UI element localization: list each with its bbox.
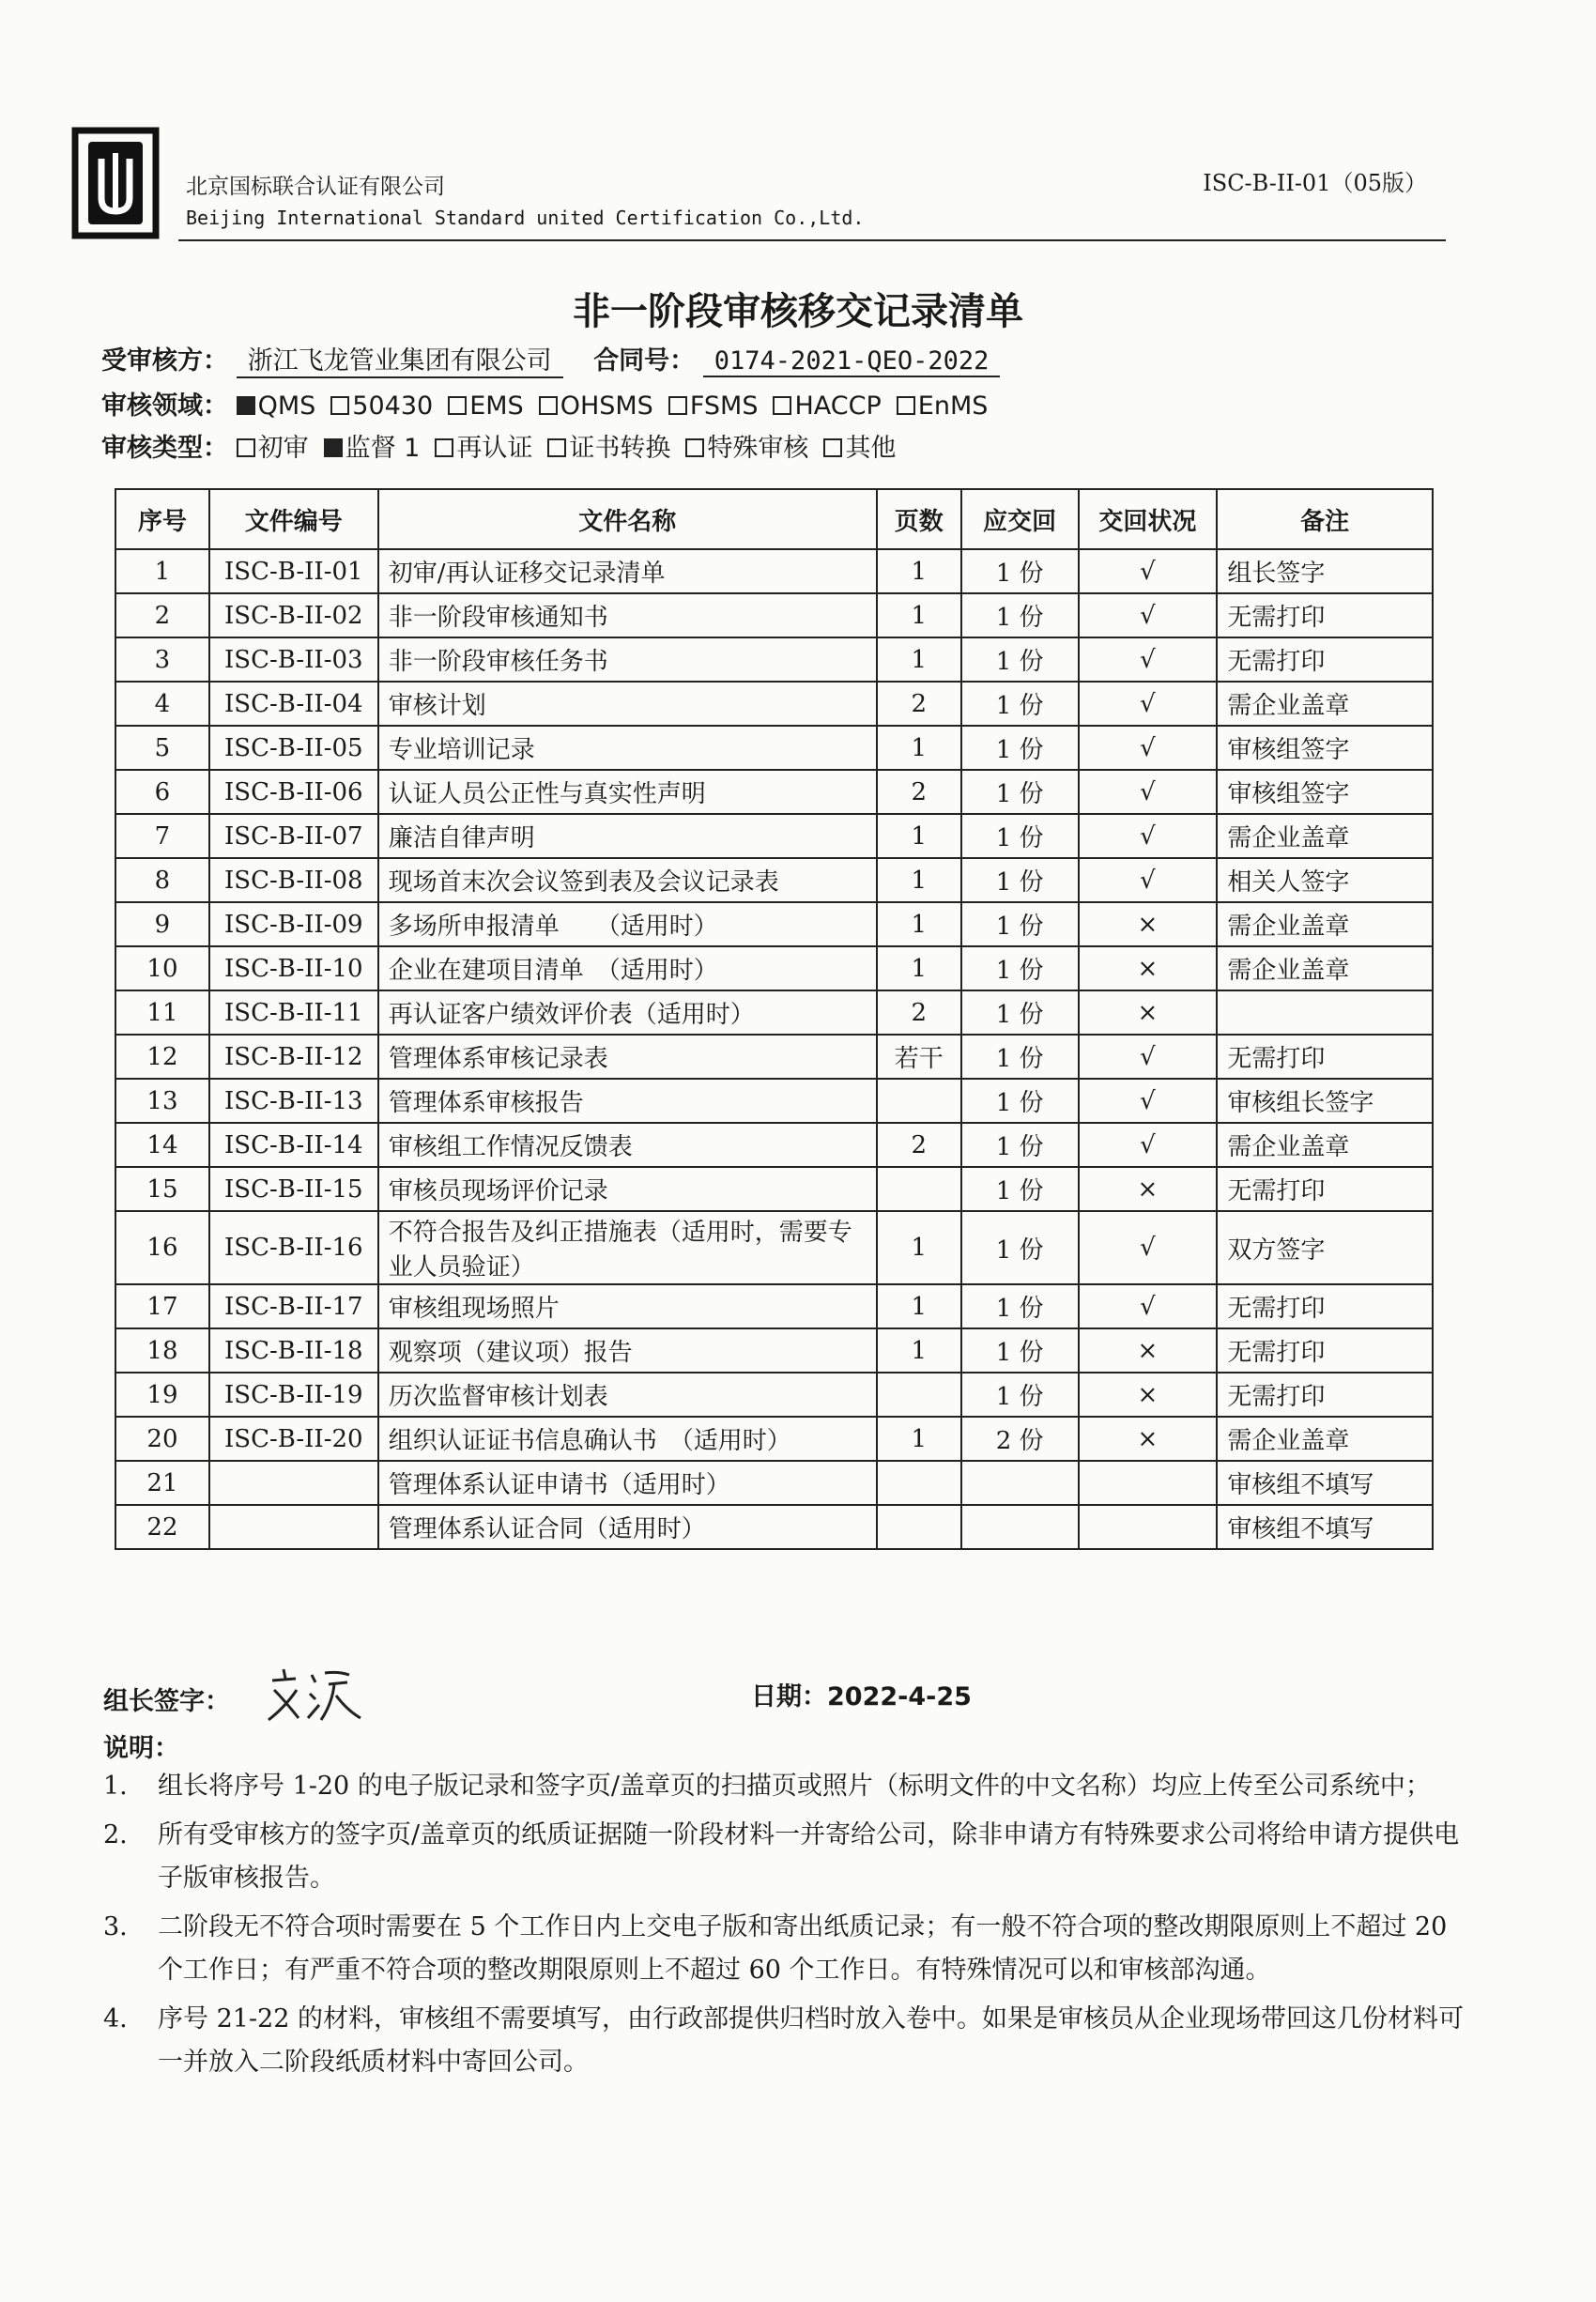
cell-due: 1 份 xyxy=(961,1284,1079,1328)
note-number: 2. xyxy=(103,1820,128,1849)
cell-seq: 18 xyxy=(115,1328,209,1373)
option-domain-1 xyxy=(330,391,433,421)
document-code: ISC-B-II-01（05版） xyxy=(1203,170,1427,196)
cell-status: √ xyxy=(1079,726,1218,770)
cell-due xyxy=(961,1505,1079,1549)
audit-type-options xyxy=(237,434,912,463)
option-audit_type-2 xyxy=(435,434,532,463)
cell-pages: 2 xyxy=(877,682,961,726)
audit-domain-options xyxy=(237,391,1004,421)
cell-pages: 1 xyxy=(877,1328,961,1373)
cell-doc-name: 多场所申报清单 （适用时） xyxy=(378,902,877,946)
table-row xyxy=(115,1328,1433,1373)
cell-doc-code: ISC-B-II-19 xyxy=(209,1373,378,1417)
cell-seq: 19 xyxy=(115,1373,209,1417)
cell-doc-name: 管理体系认证申请书（适用时） xyxy=(378,1461,877,1505)
option-audit_type-3 xyxy=(547,434,670,463)
cell-due: 1 份 xyxy=(961,1373,1079,1417)
note-text: 所有受审核方的签字页/盖章页的纸质证据随一阶段材料一并寄给公司，除非申请方有特殊要求公司将给申请方提供电子版审核报告。 xyxy=(158,1820,1460,1893)
unchecked-box-icon xyxy=(547,438,566,457)
cell-doc-name: 不符合报告及纠正措施表（适用时，需要专业人员验证） xyxy=(378,1211,877,1284)
cell-seq: 2 xyxy=(115,593,209,637)
note-item xyxy=(103,1814,1465,1900)
cell-remarks: 无需打印 xyxy=(1217,1167,1433,1211)
cell-seq: 7 xyxy=(115,814,209,858)
cell-doc-code: ISC-B-II-03 xyxy=(209,637,378,682)
cell-status: × xyxy=(1079,946,1218,990)
cell-doc-code xyxy=(209,1461,378,1505)
cell-remarks: 需企业盖章 xyxy=(1217,902,1433,946)
cell-pages: 1 xyxy=(877,858,961,902)
cell-doc-code: ISC-B-II-01 xyxy=(209,549,378,593)
cell-doc-name: 管理体系审核记录表 xyxy=(378,1035,877,1079)
cell-due: 1 份 xyxy=(961,858,1079,902)
option-audit_type-0 xyxy=(237,434,309,463)
option-domain-6 xyxy=(897,391,989,421)
cell-remarks: 审核组签字 xyxy=(1217,770,1433,814)
header-doc-code: 文件编号 xyxy=(209,489,378,549)
cell-seq: 3 xyxy=(115,637,209,682)
cell-pages xyxy=(877,1461,961,1505)
cell-status: √ xyxy=(1079,814,1218,858)
option-domain-5 xyxy=(773,391,881,421)
table-row xyxy=(115,770,1433,814)
header-status: 交回状况 xyxy=(1079,489,1218,549)
cell-remarks: 审核组不填写 xyxy=(1217,1505,1433,1549)
note-item xyxy=(103,1765,1465,1808)
cell-doc-name: 观察项（建议项）报告 xyxy=(378,1328,877,1373)
cell-doc-name: 审核员现场评价记录 xyxy=(378,1167,877,1211)
option-label: OHSMS xyxy=(560,391,653,421)
cell-doc-name: 专业培训记录 xyxy=(378,726,877,770)
cell-remarks: 需企业盖章 xyxy=(1217,1417,1433,1461)
cell-due: 1 份 xyxy=(961,814,1079,858)
unchecked-box-icon xyxy=(773,396,791,415)
cell-due: 1 份 xyxy=(961,1328,1079,1373)
date-line xyxy=(751,1676,972,1712)
cell-doc-name: 非一阶段审核任务书 xyxy=(378,637,877,682)
contract-label: 合同号： xyxy=(593,346,696,376)
cell-status: √ xyxy=(1079,637,1218,682)
table-row xyxy=(115,1211,1433,1284)
table-row xyxy=(115,1284,1433,1328)
cell-doc-code: ISC-B-II-08 xyxy=(209,858,378,902)
table-row xyxy=(115,1373,1433,1417)
cell-due: 1 份 xyxy=(961,902,1079,946)
cell-remarks: 需企业盖章 xyxy=(1217,682,1433,726)
cell-doc-code: ISC-B-II-13 xyxy=(209,1079,378,1123)
option-domain-3 xyxy=(539,391,653,421)
cell-seq: 14 xyxy=(115,1123,209,1167)
cell-seq: 10 xyxy=(115,946,209,990)
cell-due: 2 份 xyxy=(961,1417,1079,1461)
cell-due: 1 份 xyxy=(961,593,1079,637)
option-label: HACCP xyxy=(794,391,882,421)
cell-pages: 1 xyxy=(877,1211,961,1284)
table-row xyxy=(115,1505,1433,1549)
table-row xyxy=(115,858,1433,902)
cell-seq: 6 xyxy=(115,770,209,814)
cell-pages: 1 xyxy=(877,814,961,858)
table-row xyxy=(115,946,1433,990)
cell-due: 1 份 xyxy=(961,637,1079,682)
date-value: 2022-4-25 xyxy=(827,1682,972,1711)
cell-status: × xyxy=(1079,1373,1218,1417)
cell-doc-name: 组织认证证书信息确认书 （适用时） xyxy=(378,1417,877,1461)
cell-seq: 16 xyxy=(115,1211,209,1284)
note-item xyxy=(103,1998,1465,2084)
option-label: 特殊审核 xyxy=(707,434,809,463)
cell-remarks: 审核组签字 xyxy=(1217,726,1433,770)
cell-doc-name: 再认证客户绩效评价表（适用时） xyxy=(378,990,877,1035)
cell-seq: 4 xyxy=(115,682,209,726)
cell-status: √ xyxy=(1079,770,1218,814)
option-domain-2 xyxy=(448,391,524,421)
note-number: 3. xyxy=(103,1912,128,1941)
cell-status: × xyxy=(1079,1328,1218,1373)
header-seq: 序号 xyxy=(115,489,209,549)
cell-due: 1 份 xyxy=(961,682,1079,726)
cell-pages xyxy=(877,1373,961,1417)
cell-doc-code: ISC-B-II-05 xyxy=(209,726,378,770)
audit-type-label: 审核类型： xyxy=(101,434,228,463)
auditee-label: 受审核方： xyxy=(101,346,228,376)
cell-doc-name: 审核组现场照片 xyxy=(378,1284,877,1328)
cell-remarks: 无需打印 xyxy=(1217,1035,1433,1079)
unchecked-box-icon xyxy=(668,396,687,415)
cell-pages: 2 xyxy=(877,990,961,1035)
option-label: 监督 1 xyxy=(345,434,421,463)
header-divider xyxy=(178,239,1446,241)
cell-pages: 1 xyxy=(877,902,961,946)
cell-doc-code: ISC-B-II-12 xyxy=(209,1035,378,1079)
cell-seq: 21 xyxy=(115,1461,209,1505)
note-text: 序号 21-22 的材料，审核组不需要填写，由行政部提供归档时放入卷中。如果是审核员从企业现场带回这几份材料可一并放入二阶段纸质材料中寄回公司。 xyxy=(158,2004,1464,2077)
cell-remarks: 双方签字 xyxy=(1217,1211,1433,1284)
cell-due: 1 份 xyxy=(961,1035,1079,1079)
cell-seq: 9 xyxy=(115,902,209,946)
cell-remarks: 无需打印 xyxy=(1217,1284,1433,1328)
cell-due: 1 份 xyxy=(961,1167,1079,1211)
note-item xyxy=(103,1906,1465,1992)
table-row xyxy=(115,726,1433,770)
option-label: EnMS xyxy=(917,391,989,421)
option-domain-4 xyxy=(668,391,759,421)
cell-pages xyxy=(877,1167,961,1211)
cell-seq: 15 xyxy=(115,1167,209,1211)
option-label: EMS xyxy=(469,391,524,421)
cell-remarks: 相关人签字 xyxy=(1217,858,1433,902)
cell-remarks: 组长签字 xyxy=(1217,549,1433,593)
letterhead xyxy=(70,127,1446,230)
table-row xyxy=(115,902,1433,946)
option-audit_type-5 xyxy=(823,434,896,463)
cell-due: 1 份 xyxy=(961,1123,1079,1167)
cell-due: 1 份 xyxy=(961,726,1079,770)
cell-seq: 17 xyxy=(115,1284,209,1328)
option-audit_type-1 xyxy=(324,434,421,463)
cell-remarks: 审核组不填写 xyxy=(1217,1461,1433,1505)
cell-doc-name: 审核计划 xyxy=(378,682,877,726)
cell-seq: 1 xyxy=(115,549,209,593)
cell-pages: 1 xyxy=(877,1417,961,1461)
unchecked-box-icon xyxy=(330,396,349,415)
cell-doc-code: ISC-B-II-16 xyxy=(209,1211,378,1284)
cell-status: √ xyxy=(1079,682,1218,726)
table-row xyxy=(115,1079,1433,1123)
cell-doc-code: ISC-B-II-17 xyxy=(209,1284,378,1328)
cell-pages xyxy=(877,1505,961,1549)
cell-pages: 1 xyxy=(877,1284,961,1328)
cell-doc-name: 管理体系审核报告 xyxy=(378,1079,877,1123)
option-audit_type-4 xyxy=(685,434,808,463)
checked-box-icon xyxy=(237,396,255,415)
cell-pages: 1 xyxy=(877,549,961,593)
notes-title: 说明： xyxy=(103,1734,179,1763)
note-text: 二阶段无不符合项时需要在 5 个工作日内上交电子版和寄出纸质记录；有一般不符合项的整改期限原则上不超过 20 个工作日；有严重不符合项的整改期限原则上不超过 60 个工作日。有特殊情况可以和审核部沟通。 xyxy=(158,1912,1448,1985)
contract-value: 0174-2021-QEO-2022 xyxy=(703,346,1001,377)
table-row xyxy=(115,814,1433,858)
cell-doc-code: ISC-B-II-09 xyxy=(209,902,378,946)
audit-domain-line xyxy=(101,385,1003,422)
leader-signature-label: 组长签字： xyxy=(103,1687,230,1716)
cell-seq: 13 xyxy=(115,1079,209,1123)
option-label: 再认证 xyxy=(456,434,533,463)
company-name-cn: 北京国标联合认证有限公司 xyxy=(186,175,445,199)
cell-pages: 1 xyxy=(877,726,961,770)
cell-doc-name: 管理体系认证合同（适用时） xyxy=(378,1505,877,1549)
date-label: 日期： xyxy=(751,1682,827,1711)
cell-seq: 8 xyxy=(115,858,209,902)
checked-box-icon xyxy=(324,438,343,457)
unchecked-box-icon xyxy=(897,396,915,415)
cell-doc-name: 审核组工作情况反馈表 xyxy=(378,1123,877,1167)
cell-doc-code: ISC-B-II-15 xyxy=(209,1167,378,1211)
cell-doc-code: ISC-B-II-14 xyxy=(209,1123,378,1167)
unchecked-box-icon xyxy=(685,438,704,457)
page-title: 非一阶段审核移交记录清单 xyxy=(573,290,1023,333)
cell-due: 1 份 xyxy=(961,549,1079,593)
cell-status: × xyxy=(1079,1167,1218,1211)
option-domain-0 xyxy=(237,391,316,421)
cell-remarks xyxy=(1217,990,1433,1035)
cell-remarks: 无需打印 xyxy=(1217,637,1433,682)
cell-status: √ xyxy=(1079,1123,1218,1167)
cell-seq: 5 xyxy=(115,726,209,770)
cell-seq: 20 xyxy=(115,1417,209,1461)
auditee-value: 浙江飞龙管业集团有限公司 xyxy=(237,340,563,378)
cell-doc-name: 廉洁自律声明 xyxy=(378,814,877,858)
cell-status: × xyxy=(1079,902,1218,946)
cell-status: √ xyxy=(1079,1284,1218,1328)
cell-status: √ xyxy=(1079,1035,1218,1079)
cell-due: 1 份 xyxy=(961,1211,1079,1284)
cell-due: 1 份 xyxy=(961,946,1079,990)
auditee-line xyxy=(101,340,1000,378)
leader-signature xyxy=(253,1662,366,1727)
table-row xyxy=(115,682,1433,726)
cell-doc-code: ISC-B-II-18 xyxy=(209,1328,378,1373)
cell-pages: 1 xyxy=(877,593,961,637)
note-number: 4. xyxy=(103,2004,128,2033)
table-header-row xyxy=(115,489,1433,549)
cell-status: √ xyxy=(1079,549,1218,593)
cell-status xyxy=(1079,1505,1218,1549)
table-row xyxy=(115,1417,1433,1461)
table-row xyxy=(115,593,1433,637)
option-label: 50430 xyxy=(352,391,434,421)
unchecked-box-icon xyxy=(539,396,558,415)
header-doc-name: 文件名称 xyxy=(378,489,877,549)
cell-status: × xyxy=(1079,990,1218,1035)
cell-doc-name: 认证人员公正性与真实性声明 xyxy=(378,770,877,814)
table-row xyxy=(115,637,1433,682)
cell-doc-code: ISC-B-II-07 xyxy=(209,814,378,858)
option-label: 证书转换 xyxy=(569,434,671,463)
table-row xyxy=(115,990,1433,1035)
table-row xyxy=(115,1167,1433,1211)
company-logo-icon xyxy=(70,127,166,239)
cell-doc-code: ISC-B-II-04 xyxy=(209,682,378,726)
transfer-record-table xyxy=(115,488,1434,1550)
option-label: FSMS xyxy=(689,391,759,421)
cell-doc-code: ISC-B-II-20 xyxy=(209,1417,378,1461)
header-due: 应交回 xyxy=(961,489,1079,549)
cell-remarks: 无需打印 xyxy=(1217,1328,1433,1373)
cell-status: √ xyxy=(1079,1211,1218,1284)
note-text: 组长将序号 1-20 的电子版记录和签字页/盖章页的扫描页或照片（标明文件的中文名称）均应上传至公司系统中； xyxy=(158,1772,1431,1801)
cell-remarks: 需企业盖章 xyxy=(1217,814,1433,858)
cell-pages xyxy=(877,1079,961,1123)
unchecked-box-icon xyxy=(237,438,255,457)
header-remarks: 备注 xyxy=(1217,489,1433,549)
cell-pages: 1 xyxy=(877,637,961,682)
cell-doc-name: 非一阶段审核通知书 xyxy=(378,593,877,637)
audit-domain-label: 审核领域： xyxy=(101,391,228,421)
cell-status: √ xyxy=(1079,858,1218,902)
cell-doc-code: ISC-B-II-06 xyxy=(209,770,378,814)
option-label: 其他 xyxy=(845,434,897,463)
table-row xyxy=(115,1461,1433,1505)
cell-seq: 12 xyxy=(115,1035,209,1079)
cell-due: 1 份 xyxy=(961,1079,1079,1123)
company-name-en: Beijing International Standard united Certification Co.,Ltd. xyxy=(186,207,865,229)
option-label: 初审 xyxy=(257,434,309,463)
cell-doc-code xyxy=(209,1505,378,1549)
cell-status: × xyxy=(1079,1417,1218,1461)
cell-remarks: 审核组长签字 xyxy=(1217,1079,1433,1123)
cell-doc-name: 初审/再认证移交记录清单 xyxy=(378,549,877,593)
header-pages: 页数 xyxy=(877,489,961,549)
cell-doc-code: ISC-B-II-11 xyxy=(209,990,378,1035)
cell-seq: 11 xyxy=(115,990,209,1035)
cell-status xyxy=(1079,1461,1218,1505)
cell-pages: 1 xyxy=(877,946,961,990)
cell-remarks: 无需打印 xyxy=(1217,1373,1433,1417)
table-row xyxy=(115,549,1433,593)
cell-due: 1 份 xyxy=(961,990,1079,1035)
cell-due xyxy=(961,1461,1079,1505)
cell-due: 1 份 xyxy=(961,770,1079,814)
table-row xyxy=(115,1035,1433,1079)
cell-doc-name: 历次监督审核计划表 xyxy=(378,1373,877,1417)
unchecked-box-icon xyxy=(435,438,453,457)
notes-list xyxy=(103,1765,1465,2090)
cell-doc-name: 企业在建项目清单 （适用时） xyxy=(378,946,877,990)
unchecked-box-icon xyxy=(448,396,467,415)
cell-doc-code: ISC-B-II-02 xyxy=(209,593,378,637)
cell-pages: 若干 xyxy=(877,1035,961,1079)
option-label: QMS xyxy=(257,391,316,421)
cell-doc-name: 现场首末次会议签到表及会议记录表 xyxy=(378,858,877,902)
cell-status: √ xyxy=(1079,1079,1218,1123)
cell-pages: 2 xyxy=(877,1123,961,1167)
table-row xyxy=(115,1123,1433,1167)
note-number: 1. xyxy=(103,1772,128,1801)
cell-remarks: 需企业盖章 xyxy=(1217,1123,1433,1167)
unchecked-box-icon xyxy=(823,438,842,457)
cell-status: √ xyxy=(1079,593,1218,637)
cell-remarks: 需企业盖章 xyxy=(1217,946,1433,990)
cell-doc-code: ISC-B-II-10 xyxy=(209,946,378,990)
audit-type-line xyxy=(101,427,911,464)
cell-remarks: 无需打印 xyxy=(1217,593,1433,637)
cell-pages: 2 xyxy=(877,770,961,814)
cell-seq: 22 xyxy=(115,1505,209,1549)
